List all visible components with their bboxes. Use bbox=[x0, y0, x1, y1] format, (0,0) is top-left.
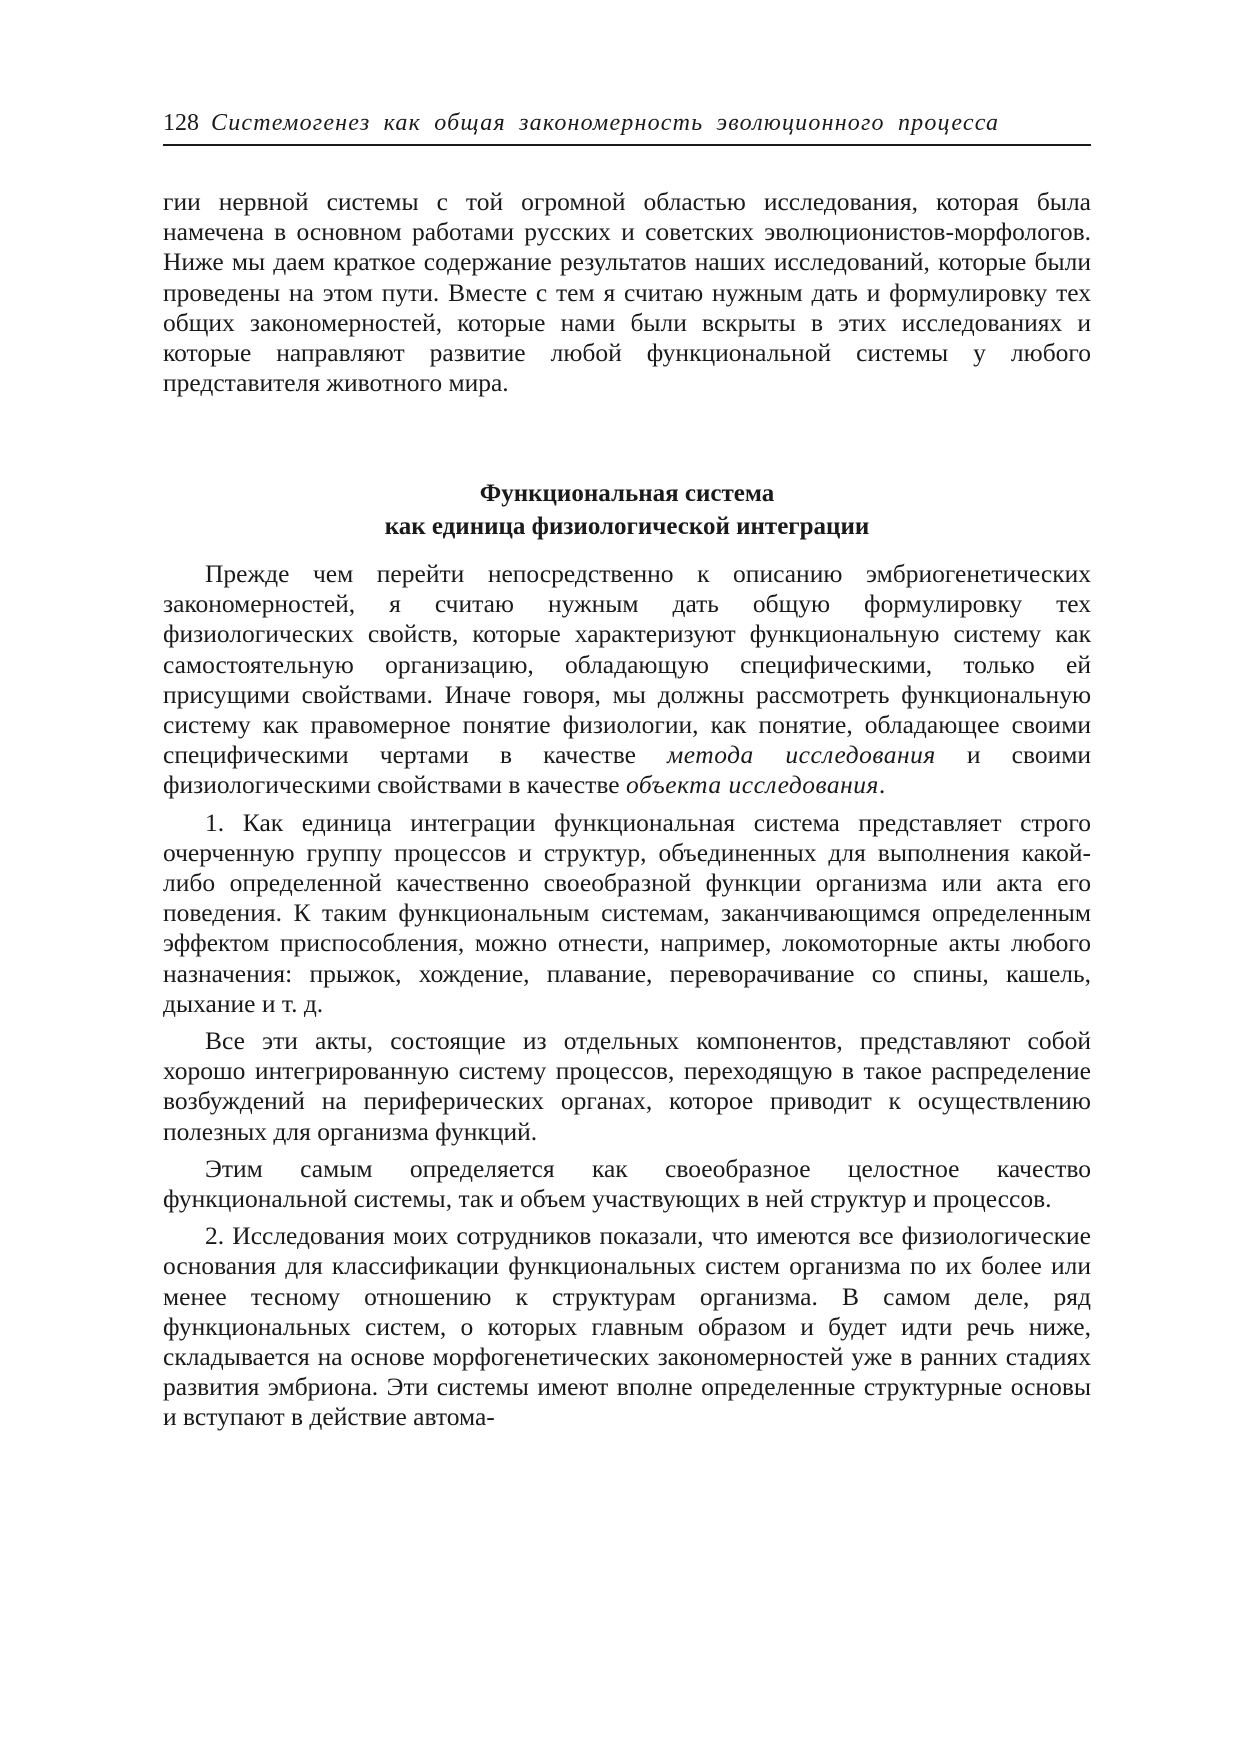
intro-block bbox=[163, 187, 1091, 398]
emphasis-method: метода исследования bbox=[667, 740, 936, 770]
paragraph-2: 1. Как единица интеграции функциональная система представляет строго очерченную группу процессов и структур, объединенных для выполнения какой-либо определенной качественно своеобразной функции организма или акта его поведения. К таким функциональным системам, заканчивающимся определенным эффектом приспособления, можно отнести, например, локомоторные акты любого назначения: прыжок, хождение, плавание, переворачивание со спины, кашель, дыхание и т. д. bbox=[163, 807, 1091, 1018]
page-number: 128 bbox=[163, 110, 199, 136]
paragraph-3: Все эти акты, состоящие из отдельных компонентов, представляют собой хорошо интегрированную систему процессов, переходящую в такое распределение возбуждений на периферических органах, которое приводит к осуществлению полезных для организма функций. bbox=[163, 1026, 1091, 1146]
running-head bbox=[163, 100, 1091, 146]
section-heading-line-2: как единица физиологической интеграции bbox=[384, 513, 870, 540]
section-heading-line-1: Функциональная система bbox=[479, 480, 775, 507]
paragraph-1-text-a: Прежде чем перейти непосредственно к описанию эмбриогенетических закономерностей, я считаю нужным дать общую формулировку тех физиологических свойств, которые характеризуют функциональную систему как самостоятельную организацию, обладающую специфическими, только ей присущими свойствами. Иначе говоря, мы должны рассмотреть функциональную систему как правомерное понятие физиологии, как понятие, обладающее своими специфическими чертами в качестве bbox=[163, 559, 1091, 770]
section-heading bbox=[163, 477, 1091, 543]
intro-paragraph: гии нервной системы с той огромной областью исследования, которая была намечена в основном работами русских и советских эволюционистов-морфологов. Ниже мы даем краткое содержание результатов наших исследований, которые были проведены на этом пути. Вместе с тем я считаю нужным дать и формулировку тех общих закономерностей, которые нами были вскрыты в этих исследованиях и которые направляют развитие любой функциональной системы у любого представителя животного мира. bbox=[163, 187, 1091, 398]
paragraph-5: 2. Исследования моих сотрудников показали, что имеются все физиологические основания для классификации функциональных систем организма по их более или менее тесному отношению к структурам организма. В самом деле, ряд функциональных систем, о которых главным образом и будет идти речь ниже, складывается на основе морфогенетических закономерностей уже в ранних стадиях развития эмбриона. Эти системы имеют вполне определенные структурные основы и вступают в действие автома- bbox=[163, 1221, 1091, 1432]
section-body bbox=[163, 559, 1091, 1433]
paragraph-1-text-b: и своими физиологическими свойствами в качестве bbox=[163, 740, 1092, 800]
paragraph-1 bbox=[163, 559, 1091, 801]
paragraph-1-end: . bbox=[878, 770, 886, 800]
paragraph-4: Этим самым определяется как своеобразное целостное качество функциональной системы, так и объем участвующих в ней структур и процессов. bbox=[163, 1153, 1091, 1214]
emphasis-object: объекта исследования bbox=[625, 770, 879, 800]
running-title: Системогенез как общая закономерность эволюционного процесса bbox=[211, 110, 1000, 136]
